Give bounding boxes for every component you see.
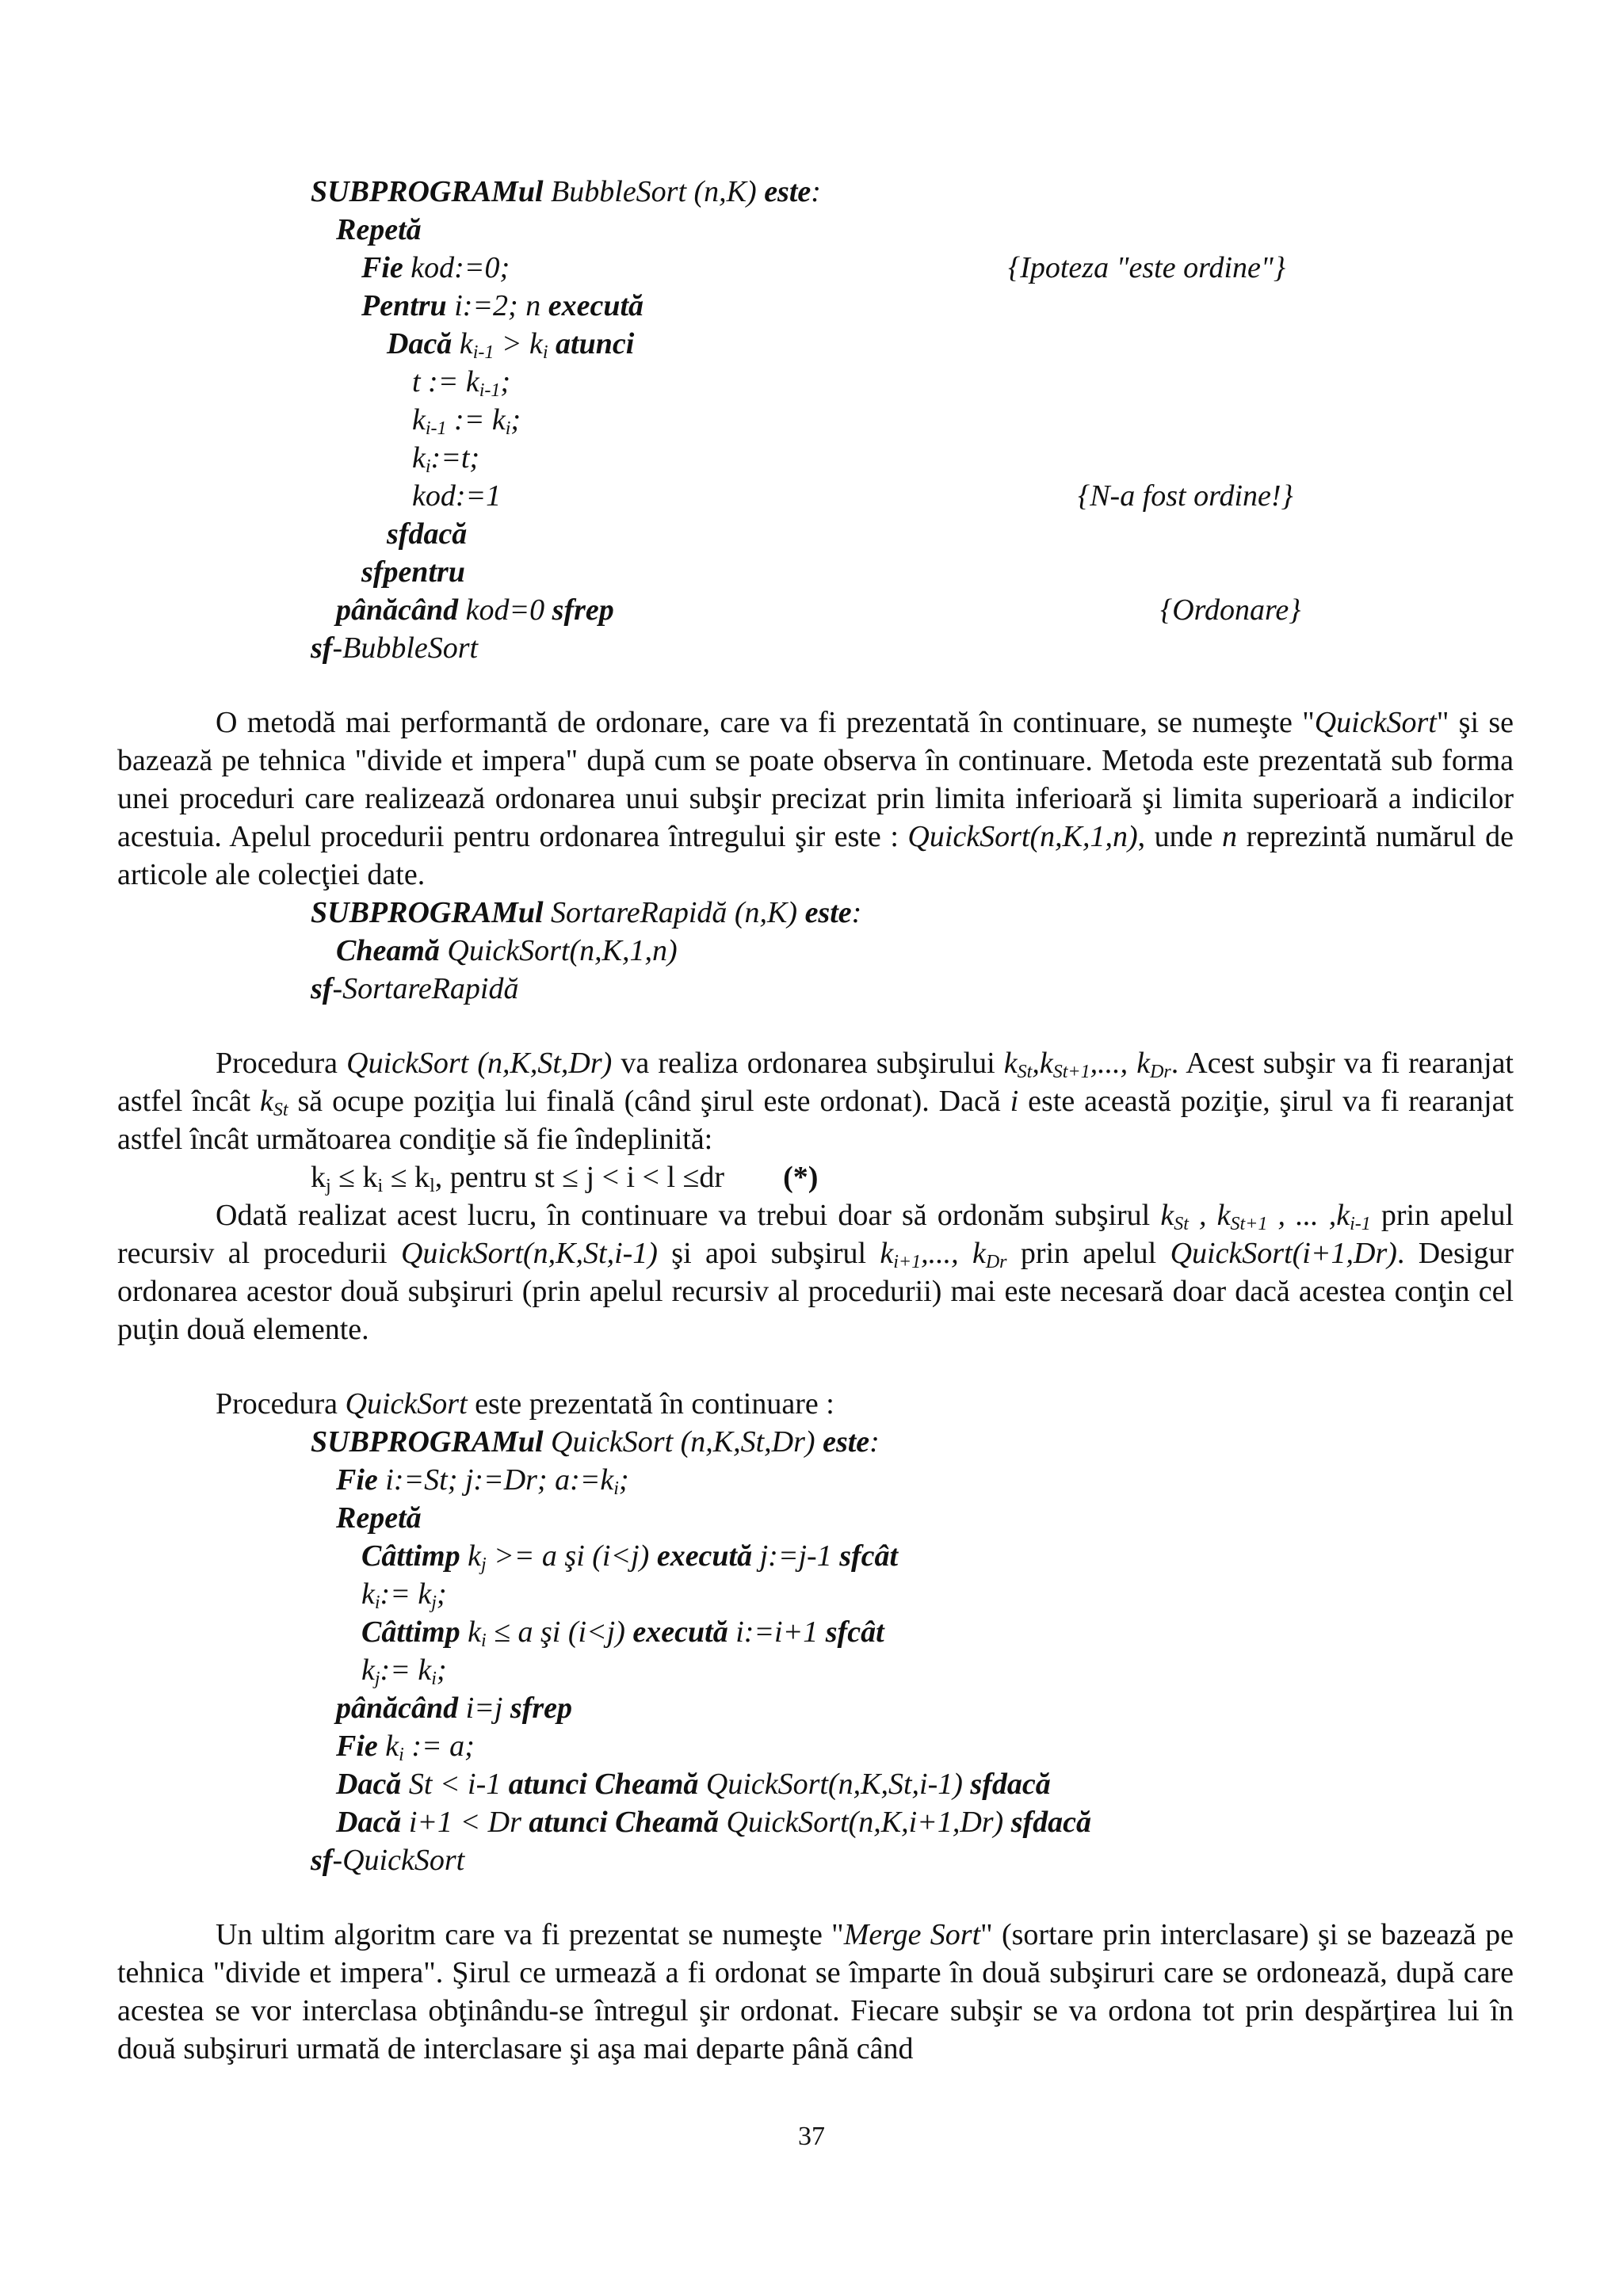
quicksort-code	[311, 1423, 1420, 1879]
code-line: SUBPROGRAMul SortareRapidă (n,K) este:	[311, 896, 862, 929]
code-line: sf-BubbleSort	[311, 631, 479, 665]
sortarerapida-code	[311, 894, 1341, 1008]
code-line: Dacă i+1 < Dr atunci Cheamă QuickSort(n,K,i+1,Dr) sfdacă	[336, 1806, 1092, 1839]
code-line: Repetă	[336, 1501, 422, 1535]
code-line: sfpentru	[361, 555, 465, 589]
code-line: kod:=1 {N-a fost ordine!}	[311, 477, 1341, 515]
formula	[311, 1158, 818, 1196]
code-line: Repetă	[336, 213, 422, 246]
code-line: $k_{i-1}$ := $k_i$;	[412, 403, 521, 439]
code-line: Câttimp $k_i \le a$ şi (i<j) execută i:=i+1 sfcât	[361, 1615, 884, 1651]
code-line: $k_i:=t$;	[412, 441, 480, 477]
paragraph: Odată realizat acest lucru, în continuare va trebui doar să ordonăm subşirul $k_{St}$ , $k_{St+1}$ , ... $,k_{i-1}$ prin apelul recursiv al procedurii QuickSort(n,K,St,i-1) şi apoi subşirul $k_{i+1}$,..., $k_{Dr}$ prin apelul QuickSort(i+1,Dr). Desigur ordonarea acestor două subşiruri (prin apelul recursiv al procedurii) mai este necesară doar dacă acestea conţin cel puţin două elemente.	[117, 1199, 1514, 1346]
code-line: Cheamă QuickSort(n,K,1,n)	[336, 934, 678, 967]
code-line: $k_j:= k_i$;	[361, 1653, 447, 1689]
code-line: Fie $k_i$ := a;	[336, 1730, 475, 1765]
code-line: t := $k_{i-1}$;	[412, 365, 511, 401]
paragraph: Procedura QuickSort este prezentată în continuare :	[216, 1387, 834, 1421]
code-line: Câttimp $k_j >= a$ şi (i<j) execută j:=j-1 sfcât	[361, 1539, 899, 1575]
code-line: Pentru i:=2; n execută	[361, 289, 644, 322]
code-comment: {Ordonare}	[1160, 593, 1301, 627]
paragraph: Un ultim algoritm care va fi prezentat se numeşte "Merge Sort" (sortare prin interclasare) şi se bazează pe tehnica "divide et impera". Şirul ce urmează a fi ordonat se împarte în două subşiruri care se ordonează, după care acestea se vor interclasa obţinându-se întregul şir ordonat. Fiecare subşir se va ordona tot prin despărţirea lui în două subşiruri urmată de interclasare şi aşa mai departe până când	[117, 1918, 1514, 2065]
code-comment: {Ipoteza "este ordine"}	[1008, 251, 1286, 284]
code-line: Fie i:=St; j:=Dr; $a:=k_i$;	[336, 1463, 629, 1499]
code-line: pânăcând kod=0 sfrep {Ordonare}	[311, 591, 1341, 629]
code-line: SUBPROGRAMul QuickSort (n,K,St,Dr) este:	[311, 1425, 880, 1459]
code-comment: {N-a fost ordine!}	[1078, 479, 1293, 513]
code-line: Fie kod:=0; {Ipoteza "este ordine"}	[311, 249, 1341, 287]
bubblesort-code	[311, 173, 1341, 667]
code-line: SUBPROGRAMul BubbleSort (n,K) este:	[311, 175, 821, 208]
paragraph: Procedura QuickSort (n,K,St,Dr) va realiza ordonarea subşirului $k_{St},k_{St+1}$,..., $k_{Dr}$. Acest subşir va fi rearanjat astfel încât $k_{St}$ să ocupe poziţia lui finală (când şirul este ordonat). Dacă i este această poziţie, şirul va fi rearanjat astfel încât următoarea condiţie să fie îndeplinită:	[117, 1047, 1514, 1156]
paragraph: O metodă mai performantă de ordonare, care va fi prezentată în continuare, se numeşte "QuickSort" şi se bazează pe tehnica "divide et impera" după cum se poate observa în continuare. Metoda este prezentată sub forma unei proceduri care realizează ordonarea unui subşir precizat prin limita inferioară şi limita superioară a indicilor acestuia. Apelul procedurii pentru ordonarea întregului şir este : QuickSort(n,K,1,n), unde n reprezintă numărul de articole ale colecţiei date.	[117, 706, 1514, 891]
code-line: Dacă St < i-1 atunci Cheamă QuickSort(n,K,St,i-1) sfdacă	[336, 1768, 1051, 1801]
code-line: Dacă $k_{i-1} > k_i$ atunci	[387, 327, 635, 363]
code-line: sfdacă	[387, 517, 468, 551]
formula-line: $k_j \le k_i \le k_l$, pentru st ≤ j < i < l ≤dr (*)	[311, 1161, 819, 1196]
code-line: sf-SortareRapidă	[311, 972, 519, 1005]
code-line: sf-QuickSort	[311, 1844, 465, 1877]
code-line: $k_i:= k_j$;	[361, 1577, 447, 1613]
page-number: 37	[798, 2122, 825, 2151]
code-line: pânăcând i=j sfrep	[336, 1691, 573, 1725]
